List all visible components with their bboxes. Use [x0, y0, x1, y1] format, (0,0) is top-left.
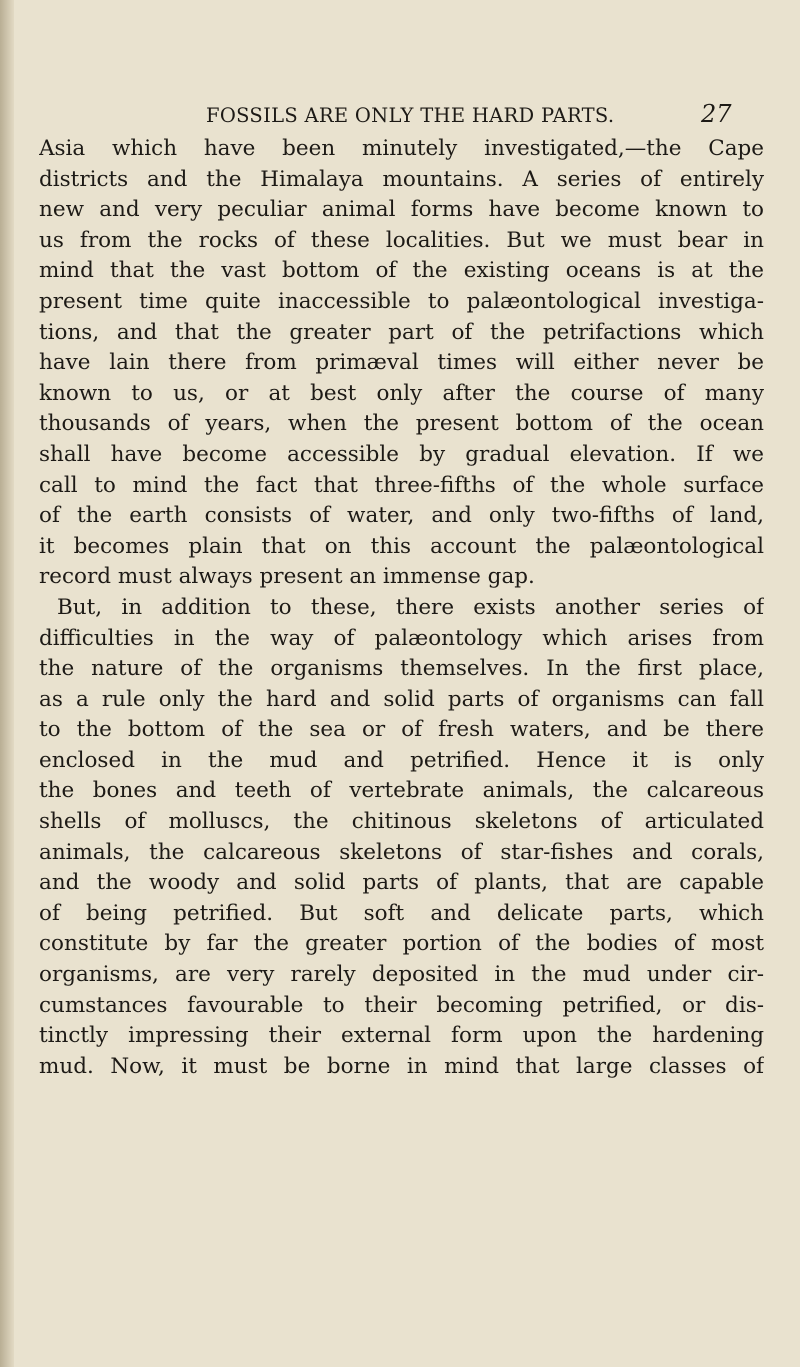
text-line: record must always present an immense gap.	[39, 564, 535, 590]
text-line: to the bottom of the sea or of fresh waters, and be there	[39, 717, 764, 743]
text-line: cumstances favourable to their becoming petrified, or dis-	[39, 992, 764, 1018]
body-text	[39, 134, 764, 1082]
text-line: it becomes plain that on this account the palæontological	[39, 533, 764, 559]
text-line: of the earth consists of water, and only two-fifths of land,	[39, 503, 764, 529]
text-line: tions, and that the greater part of the petrifactions which	[39, 319, 764, 345]
text-line: mud. Now, it must be borne in mind that large classes of	[39, 1053, 764, 1079]
text-line: But, in addition to these, there exists another series of	[57, 594, 764, 620]
text-line: known to us, or at best only after the course of many	[39, 380, 764, 406]
text-line: shells of molluscs, the chitinous skeletons of articulated	[39, 809, 764, 835]
text-line: organisms, are very rarely deposited in the mud under cir-	[39, 962, 764, 988]
text-line: the nature of the organisms themselves. In the first place,	[39, 656, 764, 682]
text-line: difficulties in the way of palæontology which arises from	[39, 625, 764, 651]
text-line: have lain there from primæval times will either never be	[39, 350, 764, 376]
text-line: mind that the vast bottom of the existing oceans is at the	[39, 258, 764, 284]
text-line: us from the rocks of these localities. But we must bear in	[39, 227, 764, 253]
text-line: constitute by far the greater portion of the bodies of most	[39, 931, 764, 957]
text-line: new and very peculiar animal forms have become known to	[39, 197, 764, 223]
text-line: tinctly impressing their external form upon the hardening	[39, 1023, 764, 1049]
text-line: and the woody and solid parts of plants, that are capable	[39, 870, 764, 896]
text-line: call to mind the fact that three-fifths of the whole surface	[39, 472, 764, 498]
text-line: of being petrified. But soft and delicate parts, which	[39, 900, 764, 926]
running-head: FOSSILS ARE ONLY THE HARD PARTS.	[206, 104, 615, 127]
text-line: present time quite inaccessible to palæontological investiga-	[39, 288, 764, 314]
text-line: shall have become accessible by gradual elevation. If we	[39, 441, 764, 467]
text-line: enclosed in the mud and petrified. Hence it is only	[39, 747, 764, 773]
text-line: Asia which have been minutely investigated,—the Cape	[39, 136, 764, 161]
text-line: the bones and teeth of vertebrate animals, the calcareous	[39, 778, 764, 804]
text-line: animals, the calcareous skeletons of star-fishes and corals,	[39, 839, 764, 865]
text-line: thousands of years, when the present bottom of the ocean	[39, 411, 764, 437]
text-line: districts and the Himalaya mountains. A series of entirely	[39, 166, 764, 192]
page-number: 27	[701, 100, 732, 128]
text-line: as a rule only the hard and solid parts of organisms can fall	[39, 686, 764, 712]
